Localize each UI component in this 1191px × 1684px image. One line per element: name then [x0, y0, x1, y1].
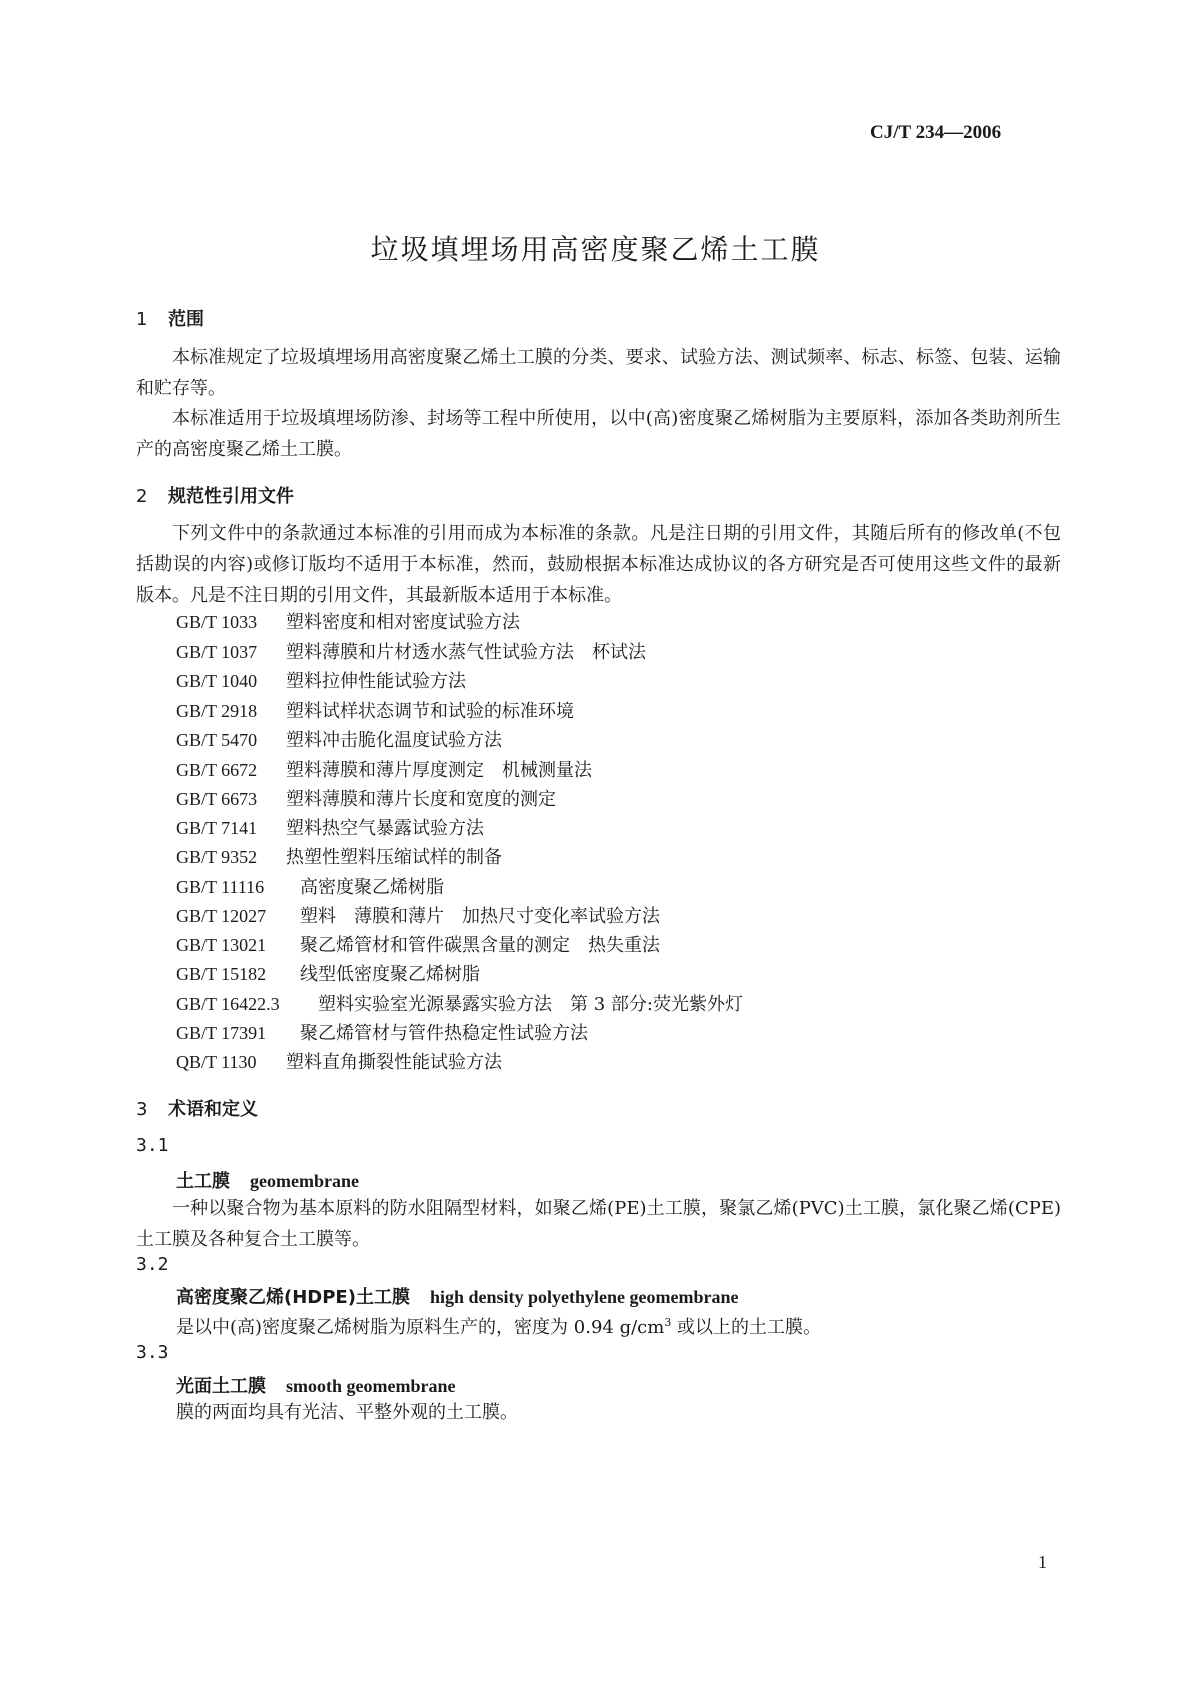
- reference-item: [176, 1019, 588, 1045]
- section-2-heading: [136, 482, 294, 508]
- reference-item: [176, 931, 660, 957]
- reference-code: GB/T 1037: [176, 642, 258, 662]
- reference-code: GB/T 1040: [176, 671, 258, 691]
- reference-code: GB/T 1033: [176, 612, 258, 632]
- reference-item: [176, 814, 484, 840]
- page-number: 1: [1038, 1552, 1047, 1572]
- term-heading: [176, 1167, 359, 1193]
- reference-code: GB/T 7141: [176, 818, 258, 838]
- reference-title: 聚乙烯管材与管件热稳定性试验方法: [300, 1023, 588, 1044]
- term-english: geomembrane: [250, 1171, 359, 1191]
- section-title: 术语和定义: [168, 1099, 258, 1120]
- reference-title: 热塑性塑料压缩试样的制备: [286, 847, 502, 868]
- definition-text: 是以中(高)密度聚乙烯树脂为原料生产的，密度为 0.94 g/cm: [176, 1317, 665, 1338]
- subclause-number: 3.3: [136, 1342, 169, 1363]
- section-title: 范围: [168, 309, 204, 330]
- section-number: 3: [136, 1099, 148, 1120]
- reference-item: [176, 785, 556, 811]
- reference-item: [176, 902, 660, 928]
- section-title: 规范性引用文件: [168, 486, 294, 507]
- scope-paragraph-1: 本标准规定了垃圾填埋场用高密度聚乙烯土工膜的分类、要求、试验方法、测试频率、标志、标签、包装、运输和贮存等。: [136, 347, 1061, 399]
- scope-paragraph-2: 本标准适用于垃圾填埋场防渗、封场等工程中所使用，以中(高)密度聚乙烯树脂为主要原料，添加各类助剂所生产的高密度聚乙烯土工膜。: [136, 408, 1061, 460]
- reference-item: [176, 990, 743, 1016]
- term-heading: [176, 1372, 455, 1398]
- reference-item: [176, 697, 574, 723]
- reference-code: GB/T 9352: [176, 847, 258, 867]
- subclause-number: 3.1: [136, 1135, 169, 1156]
- reference-title: 塑料 薄膜和薄片 加热尺寸变化率试验方法: [300, 906, 660, 927]
- reference-title: 塑料热空气暴露试验方法: [286, 818, 484, 839]
- reference-code: GB/T 6673: [176, 789, 258, 809]
- reference-title: 塑料密度和相对密度试验方法: [286, 612, 520, 633]
- reference-item: [176, 726, 502, 752]
- reference-item: [176, 756, 592, 782]
- reference-code: GB/T 15182: [176, 964, 267, 984]
- term-definition: 膜的两面均具有光洁、平整外观的土工膜。: [176, 1402, 518, 1423]
- term-chinese: 高密度聚乙烯(HDPE)土工膜: [176, 1287, 410, 1308]
- term-heading: [176, 1283, 738, 1309]
- references-intro-paragraph: 下列文件中的条款通过本标准的引用而成为本标准的条款。凡是注日期的引用文件，其随后所有的修改单(不包括勘误的内容)或修订版均不适用于本标准，然而，鼓励根据本标准达成协议的各方研究是否可使用这些文件的最新版本。凡是不注日期的引用文件，其最新版本适用于本标准。: [136, 523, 1061, 606]
- term-english: high density polyethylene geomembrane: [429, 1287, 739, 1307]
- reference-title: 线型低密度聚乙烯树脂: [300, 964, 480, 985]
- reference-title: 塑料薄膜和薄片厚度测定 机械测量法: [286, 760, 592, 781]
- standard-code: CJ/T 234—2006: [870, 122, 1002, 143]
- reference-title: 塑料试样状态调节和试验的标准环境: [286, 701, 574, 722]
- reference-title: 聚乙烯管材和管件碳黑含量的测定 热失重法: [300, 935, 660, 956]
- page-title: 垃圾填埋场用高密度聚乙烯土工膜: [370, 233, 821, 266]
- definition-text-end: 或以上的土工膜。: [671, 1317, 822, 1338]
- term-english: smooth geomembrane: [286, 1376, 456, 1396]
- term-definition: [176, 1307, 821, 1343]
- reference-code: GB/T 16422.3: [176, 994, 280, 1014]
- section-number: 1: [136, 309, 148, 330]
- reference-title: 塑料拉伸性能试验方法: [286, 671, 466, 692]
- reference-item: [176, 873, 444, 899]
- reference-code: GB/T 17391: [176, 1023, 267, 1043]
- reference-item: [176, 608, 520, 634]
- reference-code: GB/T 2918: [176, 701, 258, 721]
- reference-code: GB/T 13021: [176, 935, 267, 955]
- reference-item: [176, 843, 502, 869]
- reference-title: 塑料直角撕裂性能试验方法: [286, 1052, 502, 1073]
- reference-code: GB/T 11116: [176, 877, 265, 897]
- reference-title: 塑料实验室光源暴露实验方法 第 3 部分:荧光紫外灯: [318, 994, 743, 1015]
- term-definition: 一种以聚合物为基本原料的防水阻隔型材料，如聚乙烯(PE)土工膜，聚氯乙烯(PVC)土工膜，氯化聚乙烯(CPE)土工膜及各种复合土工膜等。: [136, 1198, 1061, 1250]
- section-3-heading: [136, 1095, 258, 1121]
- superscript: 3: [664, 1316, 672, 1329]
- reference-item: [176, 638, 646, 664]
- reference-code: QB/T 1130: [176, 1052, 257, 1072]
- reference-code: GB/T 6672: [176, 760, 258, 780]
- section-number: 2: [136, 486, 148, 507]
- reference-item: [176, 960, 480, 986]
- reference-title: 塑料薄膜和片材透水蒸气性试验方法 杯试法: [286, 642, 646, 663]
- term-chinese: 光面土工膜: [176, 1376, 266, 1397]
- reference-title: 高密度聚乙烯树脂: [300, 877, 444, 898]
- reference-code: GB/T 5470: [176, 730, 258, 750]
- reference-title: 塑料冲击脆化温度试验方法: [286, 730, 502, 751]
- reference-item: [176, 667, 466, 693]
- reference-item: [176, 1048, 502, 1074]
- term-chinese: 土工膜: [176, 1171, 230, 1192]
- reference-title: 塑料薄膜和薄片长度和宽度的测定: [286, 789, 556, 810]
- reference-code: GB/T 12027: [176, 906, 267, 926]
- subclause-number: 3.2: [136, 1254, 169, 1275]
- section-1-heading: [136, 305, 204, 331]
